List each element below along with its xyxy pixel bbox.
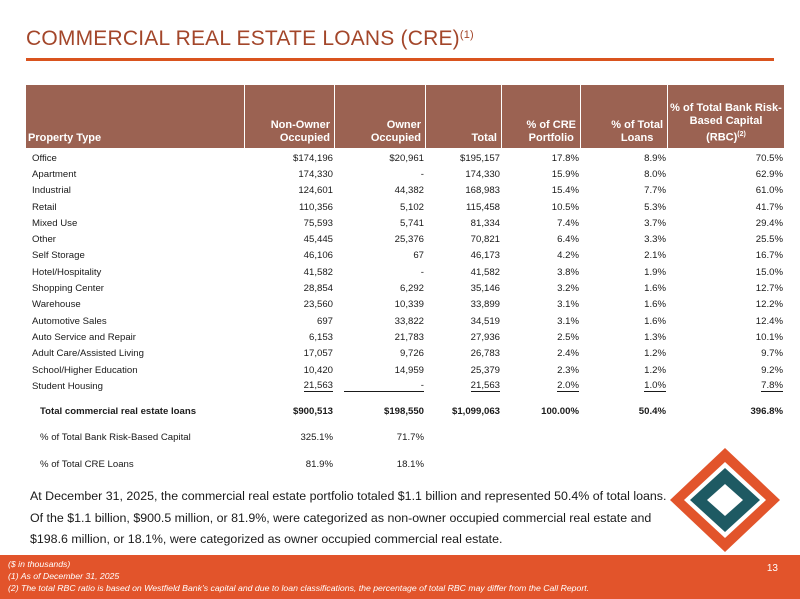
cell-property: Apartment [32,168,77,180]
cell-total: 34,519 [470,315,500,327]
cell-non-owner: $174,196 [292,152,333,164]
cell-owner: 9,726 [399,348,424,360]
cell-non-owner: 6,153 [308,331,333,343]
total-non-owner: $900,513 [292,406,333,418]
pct-cre-owner: 18.1% [396,458,424,470]
cell-owner: 33,822 [394,315,424,327]
cell-pct-loans: 1.2% [644,364,666,376]
title-divider [26,58,774,61]
cell-total: 26,783 [470,348,500,360]
cell-pct-cre: 4.2% [557,250,579,262]
cell-pct-rbc: 15.0% [755,266,783,278]
title-text: COMMERCIAL REAL ESTATE LOANS (CRE) [26,27,460,50]
cell-owner: 5,102 [399,201,424,213]
cell-pct-loans: 8.9% [644,152,666,164]
table-row-pct-rbc [26,430,784,446]
cell-total: 81,334 [470,217,500,229]
table-row [26,329,784,345]
cell-pct-cre: 2.3% [557,364,579,376]
cell-owner: - [420,266,424,278]
cell-pct-cre: 2.5% [557,331,579,343]
pct-rbc-owner: 71.7% [396,432,424,444]
cell-property: Warehouse [32,299,81,311]
cell-total: 35,146 [470,283,500,295]
cell-pct-loans: 1.6% [644,315,666,327]
cell-pct-rbc: 16.7% [755,250,783,262]
total-pct-rbc: 396.8% [750,406,783,418]
cell-pct-cre: 3.1% [557,315,579,327]
cell-owner: $20,961 [389,152,424,164]
summary-paragraph [30,486,670,551]
cell-non-owner: 41,582 [303,266,333,278]
cell-owner: 10,339 [394,299,424,311]
pct-cre-non-owner: 81.9% [305,458,333,470]
cell-pct-cre: 3.8% [557,266,579,278]
cell-pct-loans: 7.7% [644,185,666,197]
cell-owner: 67 [413,250,424,262]
summary-line-2: Of the $1.1 billion, $900.5 million, or 81.9%, were categorized as non-owner occupied commercial real estate and [30,510,652,525]
summary-line-3: $198.6 million, or 18.1%, were categorized as owner occupied commercial real estate. [30,532,503,546]
cell-total: 168,983 [465,185,500,197]
cell-pct-rbc: 41.7% [755,201,783,213]
header-non-owner-occupied: Non-Owner Occupied [244,85,334,148]
cell-pct-loans: 2.1% [644,250,666,262]
page-title [26,27,474,51]
cell-owner: 5,741 [399,217,424,229]
header-pct-total-loans: % of Total Loans [580,85,667,148]
cell-pct-rbc: 9.2% [761,364,783,376]
cell-total: 27,936 [470,331,500,343]
cell-pct-cre: 17.8% [551,152,579,164]
cell-non-owner: 45,445 [303,234,333,246]
cell-property: Industrial [32,185,71,197]
cell-non-owner: 46,106 [303,250,333,262]
cell-property: Automotive Sales [32,315,107,327]
footer-bar [0,555,800,599]
cell-owner: - [420,168,424,180]
cell-property: Adult Care/Assisted Living [32,348,144,360]
total-total: $1,099,063 [451,406,500,418]
table-row [26,150,784,166]
cell-property: Shopping Center [32,283,105,295]
pct-cre-label: % of Total CRE Loans [40,458,134,470]
cell-pct-loans: 1.9% [644,266,666,278]
total-label: Total commercial real estate loans [40,406,197,418]
cell-property: Self Storage [32,250,85,262]
cell-non-owner: 110,356 [299,201,333,213]
cre-loans-table [26,85,784,472]
cell-pct-loans: 1.6% [644,283,666,295]
table-header [26,85,784,148]
cell-non-owner: 21,563 [303,380,333,392]
header-pct-rbc: % of Total Bank Risk- Based Capital (RBC)$^{(2)}$ [667,85,784,148]
cell-total: 115,458 [466,201,500,213]
cell-pct-loans: 1.0% [644,380,666,392]
cell-pct-rbc: 12.4% [755,315,783,327]
cell-pct-cre: 6.4% [557,234,579,246]
table-row [26,362,784,378]
total-pct-cre: 100.00% [541,406,579,418]
table-row [26,231,784,247]
cell-pct-rbc: 12.7% [755,283,783,295]
header-pct-cre-portfolio: % of CRE Portfolio [501,85,580,148]
footnote-1: (1) As of December 31, 2025 [8,571,120,581]
cell-pct-cre: 10.5% [551,201,579,213]
table-row [26,264,784,280]
cell-pct-cre: 15.9% [551,168,579,180]
cell-pct-cre: 2.0% [557,380,579,392]
cell-total: 33,899 [470,299,500,311]
cell-pct-rbc: 29.4% [755,217,783,229]
cell-pct-rbc: 12.2% [755,299,783,311]
cell-pct-loans: 8.0% [644,168,666,180]
cell-owner: 14,959 [394,364,424,376]
cell-property: Office [32,152,57,164]
cell-pct-loans: 3.7% [644,217,666,229]
cell-pct-loans: 5.3% [644,201,666,213]
cell-pct-rbc: 10.1% [755,331,783,343]
footnote-units: ($ in thousands) [8,559,71,569]
table-row [26,313,784,329]
table-row [26,166,784,182]
table-row [26,199,784,215]
table-row-student-housing [26,378,784,394]
cell-total: 41,582 [470,266,500,278]
cell-pct-loans: 3.3% [644,234,666,246]
cell-owner: 6,292 [399,283,424,295]
cell-total: 21,563 [470,380,500,392]
summary-line-1: At December 31, 2025, the commercial real estate portfolio totaled $1.1 billion and represented 50.4% of total loans. [30,489,667,503]
table-row-total [26,403,784,419]
table-row [26,183,784,199]
header-property-type: Property Type [28,132,102,144]
cell-owner: 25,376 [394,234,424,246]
cell-pct-rbc: 25.5% [755,234,783,246]
table-row [26,215,784,231]
footnote-2: (2) The total RBC ratio is based on Westfield Bank’s capital and due to loan classifications, the percentage of total RBC may differ from the Call Report. [8,583,590,593]
cell-pct-rbc: 61.0% [755,185,783,197]
cell-non-owner: 697 [316,315,333,327]
pct-rbc-label: % of Total Bank Risk-Based Capital [40,432,191,444]
cell-property: School/Higher Education [32,364,138,376]
table-row [26,297,784,313]
cell-non-owner: 75,593 [303,217,333,229]
table-row [26,248,784,264]
total-pct-loans: 50.4% [638,406,666,418]
cell-pct-rbc: 7.8% [761,380,783,392]
pct-rbc-non-owner: 325.1% [300,432,333,444]
cell-owner: 44,382 [394,185,424,197]
cell-non-owner: 23,560 [303,299,333,311]
cell-non-owner: 10,420 [303,364,333,376]
cell-pct-rbc: 9.7% [761,348,783,360]
cell-pct-cre: 7.4% [557,217,579,229]
header-total: Total [425,85,501,148]
total-owner: $198,550 [383,406,424,418]
cell-pct-cre: 15.4% [551,185,579,197]
cell-property: Auto Service and Repair [32,331,136,343]
cell-property: Student Housing [32,380,103,392]
cell-total: $195,157 [459,152,500,164]
cell-pct-loans: 1.3% [644,331,666,343]
table-row [26,346,784,362]
cell-property: Hotel/Hospitality [32,266,102,278]
cell-pct-cre: 3.2% [557,283,579,295]
page-number: 13 [766,563,778,574]
cell-pct-loans: 1.2% [644,348,666,360]
cell-non-owner: 28,854 [303,283,333,295]
cell-total: 25,379 [470,364,500,376]
cell-total: 70,821 [470,234,500,246]
cell-owner: - [334,380,425,392]
cell-total: 46,173 [470,250,500,262]
diamond-logo-icon [670,448,780,553]
cell-pct-cre: 2.4% [557,348,579,360]
table-body [26,150,784,378]
cell-property: Retail [32,201,57,213]
cell-owner: 21,783 [394,331,424,343]
cell-non-owner: 174,330 [298,168,333,180]
cell-non-owner: 124,601 [298,185,333,197]
cell-pct-loans: 1.6% [644,299,666,311]
cell-total: 174,330 [465,168,500,180]
cell-pct-rbc: 62.9% [755,168,783,180]
cell-non-owner: 17,057 [303,348,333,360]
cell-property: Other [32,234,56,246]
cell-property: Mixed Use [32,217,78,229]
header-owner-occupied: Owner Occupied [334,85,425,148]
cell-pct-rbc: 70.5% [755,152,783,164]
title-footnote-marker: (1) [459,29,474,41]
table-row [26,280,784,296]
cell-pct-cre: 3.1% [557,299,579,311]
